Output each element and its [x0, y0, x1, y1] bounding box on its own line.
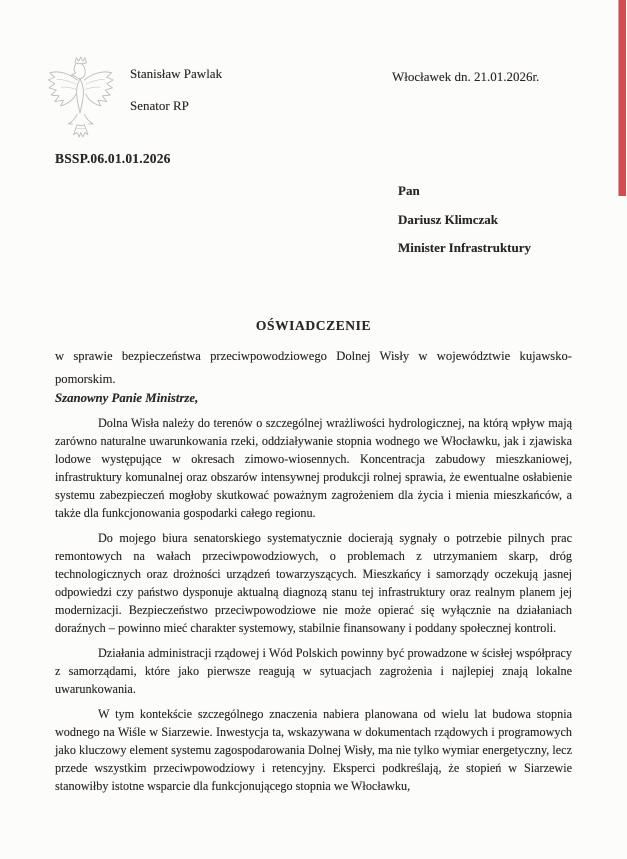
paragraph-4: W tym kontekście szczególnego znaczenia nabiera planowana od wielu lat budowa stopnia wodnego na Wiśle w Siarzewie. Inwestycja ta, wskazywana w dokumentach rządowych i programowych jako kluczowy element systemu zagospodarowania Dolnej Wisły, ma nie tylko wymiar energetyczny, lecz przede wszystkim przeciwpowodziowy i retencyjny. Eksperci podkreślają, że stopień w Siarzewie stanowiłby istotne wsparcie dla funkcjonującego stopnia we Włocławku,: [55, 707, 572, 793]
sender-name: Stanisław Pawlak: [130, 66, 223, 81]
sender-block: [130, 66, 222, 114]
document-subject: w sprawie bezpieczeństwa przeciwpowodziowego Dolnej Wisły w województwie kujawsko-pomorskim.: [55, 349, 572, 386]
paragraph-3: Działania administracji rządowej i Wód Polskich powinny być prowadzone w ścisłej współpracy z samorządami, które jako pierwsze reagują w sytuacjach zagrożenia i najlepiej znają lokalne uwarunkowania.: [55, 646, 572, 696]
document-title: OŚWIADCZENIE: [255, 318, 372, 333]
recipient-name: Dariusz Klimczak: [398, 211, 499, 227]
recipient-position: Minister Infrastruktury: [398, 240, 532, 255]
polish-eagle-emblem: [44, 55, 116, 141]
greeting: Szanowny Panie Ministrze,: [55, 391, 199, 405]
sender-title: Senator RP: [130, 98, 189, 113]
accent-bar: [618, 0, 626, 196]
letter-body: [55, 414, 572, 802]
place-date: Włocławek dn. 21.01.2026r.: [392, 69, 540, 84]
recipient-block: [398, 183, 531, 269]
recipient-salutation: Pan: [398, 183, 420, 198]
paragraph-1: Dolna Wisła należy do terenów o szczególnej wrażliwości hydrologicznej, na którą wpływ mają zarówno naturalne uwarunkowania rzeki, oddziaływanie stopnia wodnego we Włocławku, jak i zjawiska lodowe występujące w okresach zimowo-wiosennych. Koncentracja zabudowy mieszkaniowej, infrastruktury komunalnej oraz obszarów intensywnej produkcji rolnej sprawia, że ewentualne osłabienie systemu zabezpieczeń mogłoby skutkować poważnym zagrożeniem dla życia i mienia mieszkańców, a także dla funkcjonowania gospodarki całego regionu.: [55, 416, 572, 520]
reference-number: BSSP.06.01.01.2026: [55, 151, 171, 166]
paragraph-2: Do mojego biura senatorskiego systematycznie docierają sygnały o potrzebie pilnych prac remontowych na wałach przeciwpowodziowych, o problemach z utrzymaniem skarp, dróg technologicznych oraz drożności urządzeń towarzyszących. Mieszkańcy i samorządy oczekują jasnej odpowiedzi czy państwo dysponuje aktualną diagnozą stanu tej infrastruktury oraz realnym planem jej modernizacji. Bezpieczeństwo przeciwpowodziowe nie może opierać się wyłącznie na działaniach doraźnych – powinno mieć charakter systemowy, stabilnie finansowany i poddany społecznej kontroli.: [55, 531, 572, 635]
